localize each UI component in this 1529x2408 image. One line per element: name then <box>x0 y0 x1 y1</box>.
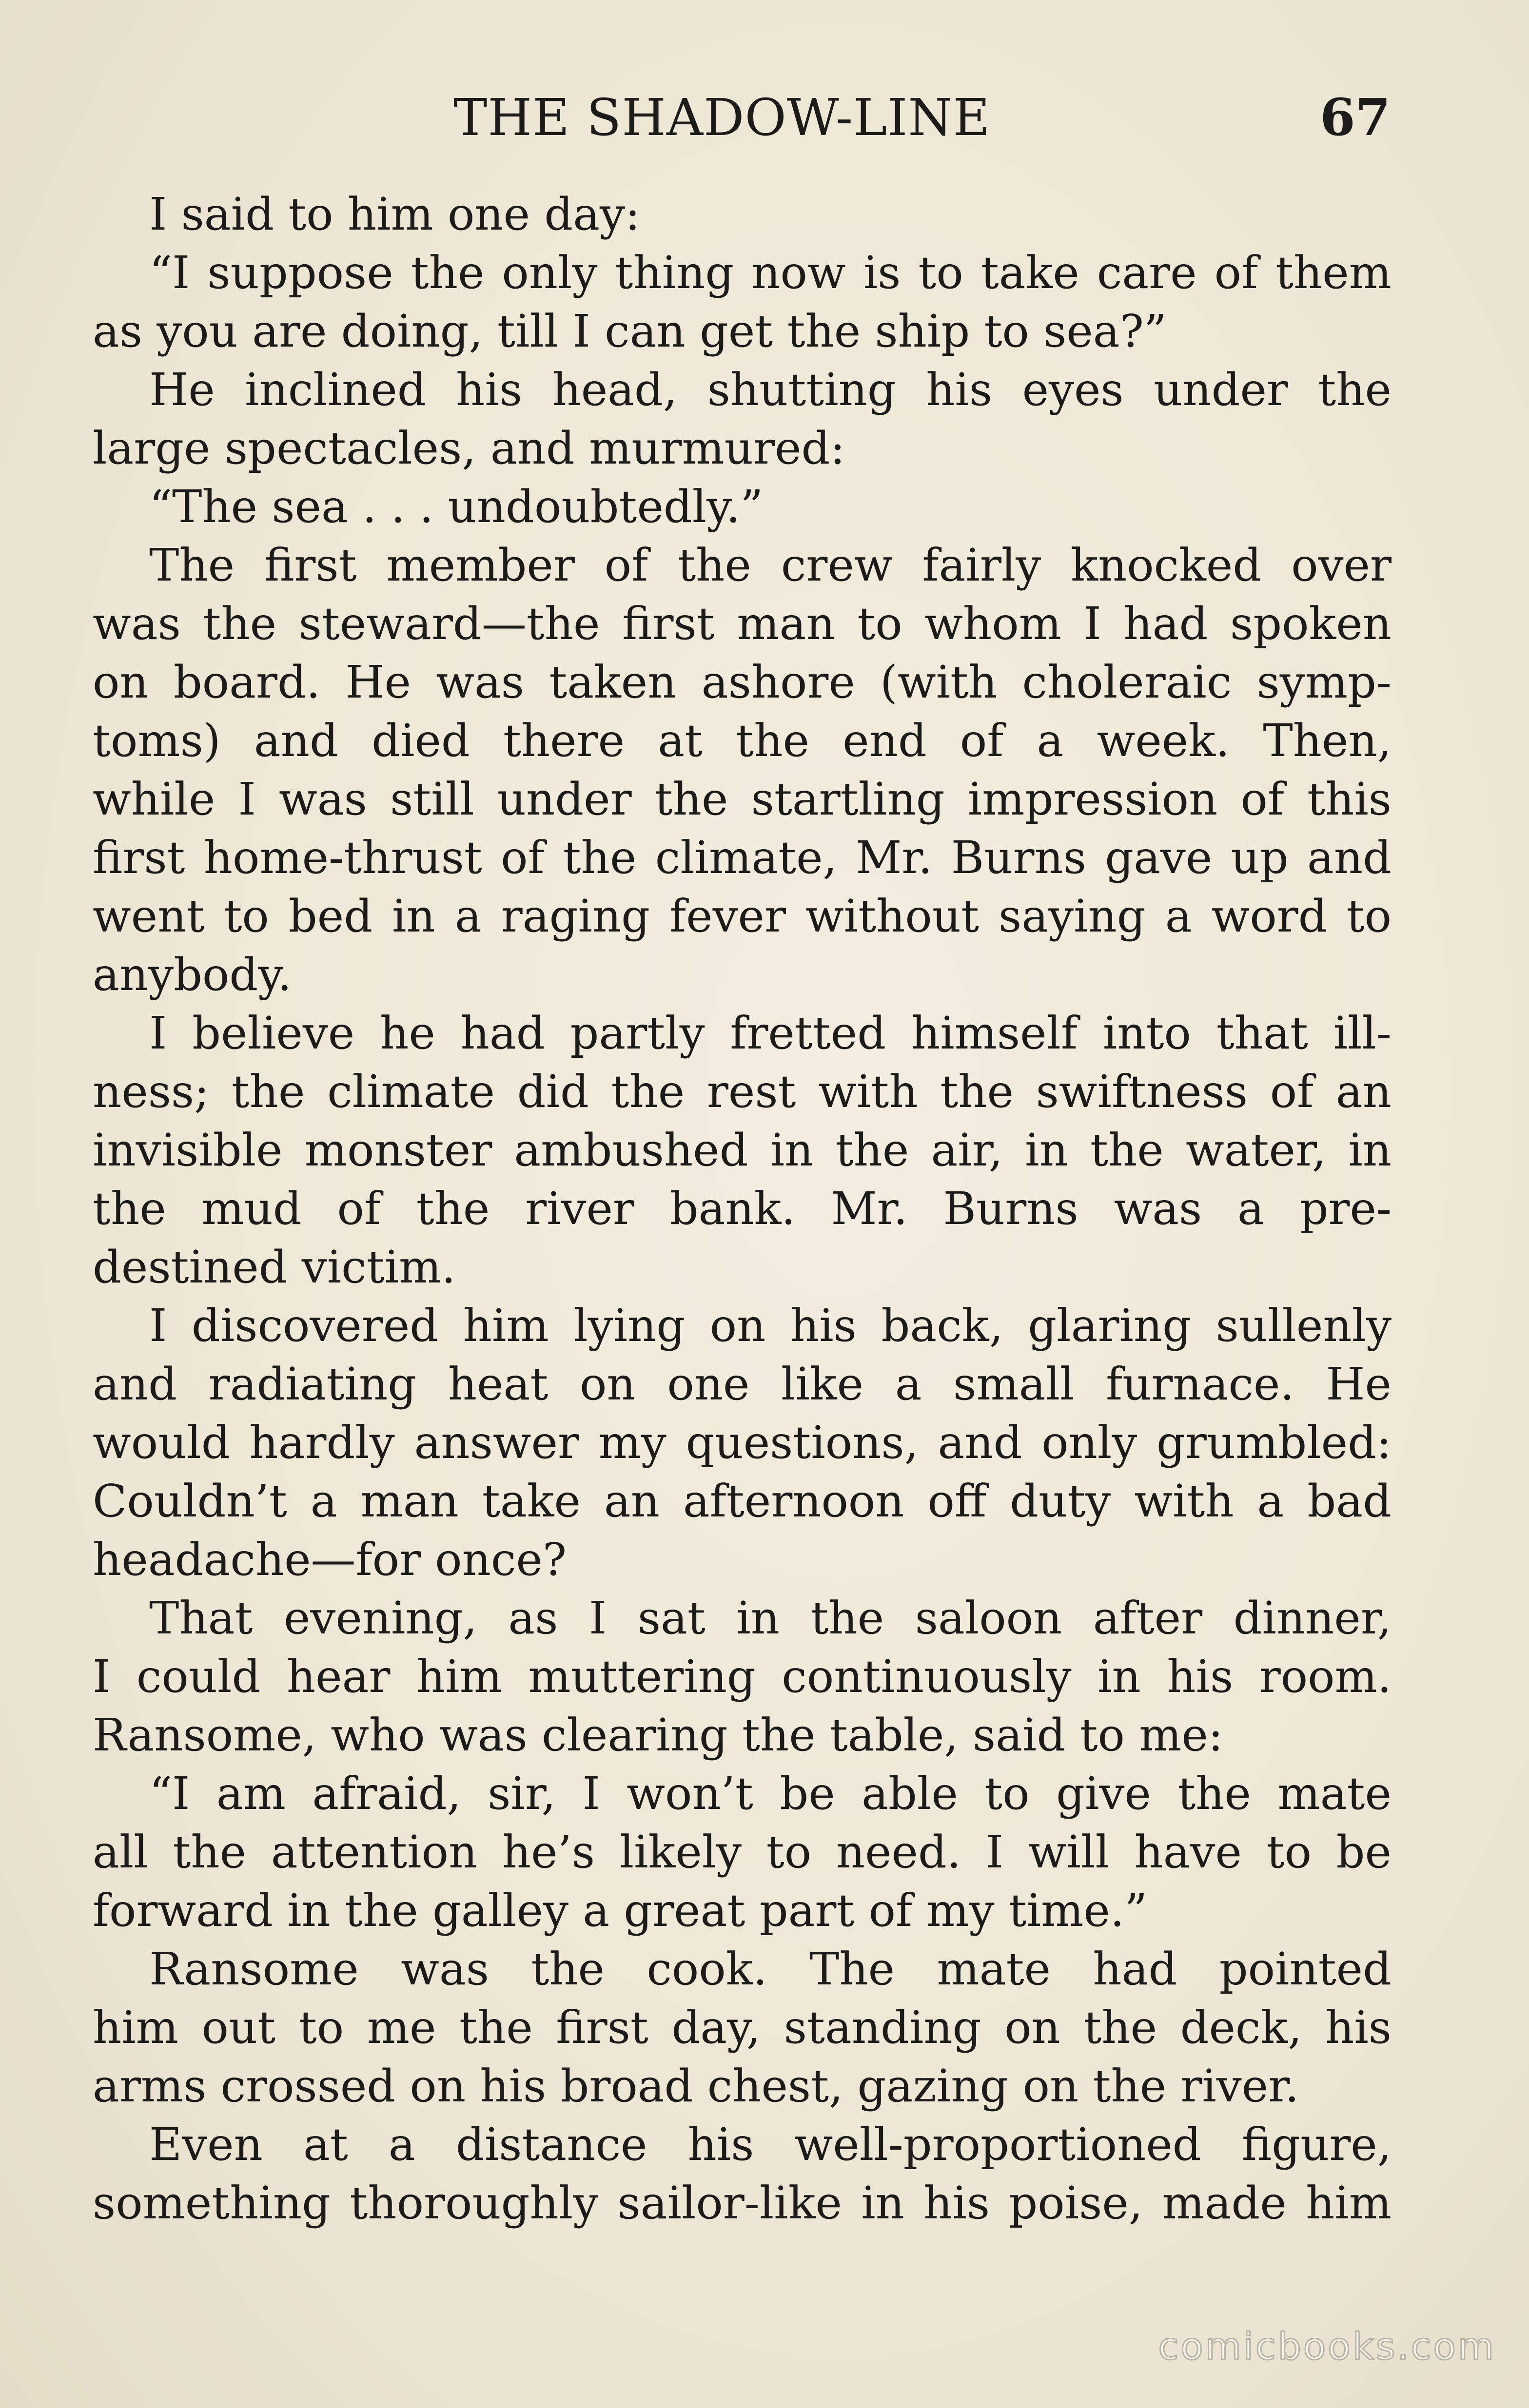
text-line: all the attention he’s likely to need. I will have to be <box>93 1826 1392 1878</box>
text-line: “The sea . . . undoubtedly.” <box>149 481 764 533</box>
watermark: comicbooks.com <box>1158 2325 1496 2368</box>
text-line: Couldn’t a man take an afternoon off duty with a bad <box>93 1475 1392 1527</box>
text-line: Ransome was the cook. The mate had pointed <box>149 1943 1392 1995</box>
text-line: would hardly answer my questions, and only grumbled: <box>93 1417 1392 1469</box>
text-line: ness; the climate did the rest with the swiftness of an <box>93 1066 1392 1118</box>
text-line: while I was still under the startling impression of this <box>93 773 1392 825</box>
text-line: anybody. <box>93 949 292 1001</box>
running-head: THE SHADOW-LINE <box>453 88 991 147</box>
text-line: went to bed in a raging fever without saying a word to <box>93 890 1392 942</box>
text-line: as you are doing, till I can get the ship to sea?” <box>93 305 1167 357</box>
text-line: “I suppose the only thing now is to take care of them <box>149 247 1392 299</box>
text-line: first home-thrust of the climate, Mr. Burns gave up and <box>93 832 1392 884</box>
text-line: invisible monster ambushed in the air, in the water, in <box>93 1124 1392 1176</box>
text-line: The first member of the crew fairly knocked over <box>149 539 1392 591</box>
text-line: large spectacles, and murmured: <box>93 422 845 474</box>
text-line: destined victim. <box>93 1241 456 1293</box>
text-line: He inclined his head, shutting his eyes under the <box>149 364 1392 416</box>
text-line: headache—for once? <box>93 1534 567 1586</box>
text-line: toms) and died there at the end of a week. Then, <box>93 715 1392 767</box>
text-line: on board. He was taken ashore (with choleraic symp- <box>93 656 1392 708</box>
text-line: forward in the galley a great part of my time.” <box>93 1884 1148 1937</box>
text-line: I discovered him lying on his back, glaring sullenly <box>149 1300 1392 1352</box>
text-line: Even at a distance his well-proportioned figure, <box>149 2118 1392 2171</box>
text-line: something thoroughly sailor-like in his poise, made him <box>93 2177 1392 2229</box>
body-text <box>93 185 1392 2233</box>
text-line: That evening, as I sat in the saloon after dinner, <box>149 1592 1392 1644</box>
text-line: I believe he had partly fretted himself into that ill- <box>149 1007 1392 1059</box>
text-line: Ransome, who was clearing the table, said to me: <box>93 1709 1223 1761</box>
text-line: the mud of the river bank. Mr. Burns was a pre- <box>93 1183 1392 1235</box>
text-line: arms crossed on his broad chest, gazing on the river. <box>93 2060 1299 2112</box>
text-line: I said to him one day: <box>149 188 641 240</box>
text-line: was the steward—the first man to whom I had spoken <box>93 598 1392 650</box>
page-header <box>0 86 1529 149</box>
text-line: and radiating heat on one like a small furnace. He <box>93 1358 1392 1410</box>
text-line: him out to me the first day, standing on the deck, his <box>93 2001 1392 2054</box>
text-line: “I am afraid, sir, I won’t be able to give the mate <box>149 1767 1392 1820</box>
text-line: I could hear him muttering continuously in his room. <box>93 1651 1392 1703</box>
page-number: 67 <box>1320 87 1391 147</box>
